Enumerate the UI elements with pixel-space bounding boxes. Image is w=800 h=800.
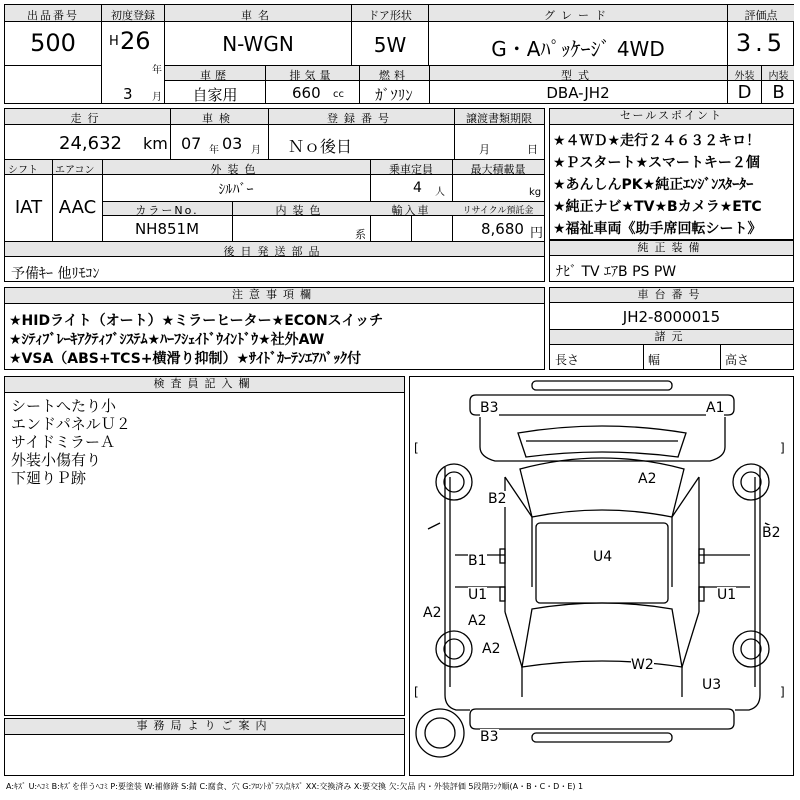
- door-type: 5W: [373, 33, 407, 57]
- inspector-line: エンドパネルＵ２: [11, 415, 131, 433]
- header-block: [4, 4, 794, 104]
- inspection-label: 車検: [202, 112, 236, 125]
- recycle-label: リサイクル預託金: [462, 206, 534, 216]
- damage-mark: U1: [468, 587, 488, 603]
- grade: G・Aﾊﾟｯｹｰｼﾞ 4WD: [491, 37, 665, 61]
- mileage: 24,632: [59, 133, 122, 154]
- damage-mark: B3: [480, 400, 499, 416]
- vehicle-info-block: [4, 108, 545, 282]
- damage-diagram: [409, 376, 794, 776]
- exterior-color-label: 外装色: [210, 163, 262, 176]
- fuel-label: 燃料: [379, 69, 409, 82]
- sales-point-line: ★Ｐスタート★スマートキー２個: [553, 155, 760, 171]
- model-label: 型式: [561, 69, 595, 82]
- interior-color-label: 内装色: [275, 204, 327, 217]
- sales-point-line: ★純正ナビ★TV★Bカメラ★ETC: [553, 199, 762, 215]
- note-line: ★VSA（ABS+TCS+横滑り抑制）★ｻｲﾄﾞｶｰﾃﾝｴｱﾊﾞｯｸ付: [9, 351, 362, 367]
- color-number: NH851M: [134, 220, 200, 238]
- era: H: [109, 34, 119, 49]
- office-box: [4, 718, 405, 776]
- damage-mark: A2: [468, 613, 487, 629]
- inspector-label: 検査員記入欄: [5, 377, 404, 393]
- exterior-grade: D: [737, 82, 752, 103]
- history: 自家用: [192, 86, 238, 104]
- bracket-left: [: [414, 441, 419, 455]
- damage-mark: B3: [480, 729, 499, 745]
- inspection-year: 07: [181, 134, 202, 153]
- door-label: ドア形状: [368, 9, 412, 22]
- interior-grade: B: [772, 82, 785, 103]
- damage-mark: A2: [482, 641, 501, 657]
- damage-mark: U4: [593, 549, 613, 565]
- damage-mark: A2: [423, 605, 442, 621]
- registration-month: 3: [123, 85, 133, 103]
- capacity: 4: [413, 180, 422, 196]
- inspection-month: 03: [222, 134, 243, 153]
- fuel: ｶﾞｿﾘﾝ: [375, 86, 413, 104]
- sales-points-label: セールスポイント: [550, 109, 793, 125]
- chassis-label: 車台番号: [550, 288, 793, 303]
- first-registration-label: 初度登録: [111, 9, 155, 22]
- max-load-label: 最大積載量: [470, 163, 526, 176]
- inspector-line: シートへたり小: [11, 397, 117, 415]
- capacity-label: 乗車定員: [389, 163, 433, 176]
- recycle-unit: 円: [530, 226, 544, 241]
- damage-mark: U3: [702, 677, 722, 693]
- exterior-grade-label: 外装: [734, 71, 755, 82]
- displacement-label: 排気量: [289, 69, 335, 82]
- later-parts-label: 後日発送部品: [223, 245, 326, 258]
- legend: A:ｷｽﾞ U:ﾍｺﾐ B:ｷｽﾞを伴うﾍｺﾐ P:要塗装 W:補修跡 S:錆 C:腐食、穴 G:ﾌﾛﾝﾄｶﾞﾗｽ点ｷｽﾞ XX:交換済み X:要交換 欠:欠品 内・外装評価 5段階ﾗﾝｸ順(A・B・C・D・E) 1: [6, 782, 584, 791]
- equipment: ﾅﾋﾞ TV ｴｱB PS PW: [556, 264, 677, 280]
- office-label: 事務局よりご案内: [5, 719, 404, 735]
- displacement: 660: [292, 84, 321, 102]
- mileage-label: 走行: [70, 112, 105, 125]
- interior-grade-label: 内装: [768, 71, 789, 82]
- equipment-box: [549, 240, 794, 282]
- year-unit: 年: [152, 65, 162, 76]
- equipment-label: 純正装備: [550, 241, 793, 256]
- transfer-day-unit: 日: [527, 143, 538, 156]
- inspection-month-unit: 月: [251, 145, 261, 156]
- notes-label: 注意事項欄: [5, 288, 544, 304]
- shift: IAT: [14, 197, 43, 218]
- height-label: 高さ: [725, 353, 750, 367]
- notes-box: [4, 287, 545, 370]
- transfer-docs-label: 譲渡書類期限: [466, 112, 532, 125]
- bracket-right: ]: [780, 685, 785, 699]
- exterior-color: ｼﾙﾊﾞｰ: [218, 182, 254, 198]
- bracket-right: ]: [780, 441, 785, 455]
- recycle-fee: 8,680: [481, 220, 524, 238]
- color-number-label: カラーNo.: [135, 204, 199, 217]
- grade-label: グレード: [544, 9, 612, 22]
- specs-label: 諸元: [550, 330, 793, 345]
- ac: AAC: [58, 197, 97, 218]
- later-parts: 予備ｷｰ 他ﾘﾓｺﾝ: [11, 266, 100, 282]
- inspector-line: サイドミラーＡ: [11, 433, 115, 451]
- displacement-unit: cc: [333, 89, 344, 100]
- history-label: 車歴: [200, 69, 230, 82]
- sales-points-box: [549, 108, 794, 240]
- inspection-year-unit: 年: [209, 145, 219, 156]
- inspector-line: 外装小傷有り: [11, 451, 102, 469]
- sales-point-line: ★あんしんPK★純正ｴﾝｼﾞﾝｽﾀｰﾀｰ: [553, 177, 754, 193]
- chassis-number: JH2-8000015: [622, 308, 721, 326]
- car-name: N-WGN: [222, 32, 294, 56]
- damage-mark: A2: [638, 471, 657, 487]
- width-label: 幅: [648, 353, 661, 367]
- damage-mark: U1: [717, 587, 737, 603]
- length-label: 長さ: [555, 353, 580, 367]
- plate-number: Ｎｏ後日: [288, 137, 353, 156]
- mileage-unit: km: [143, 134, 168, 153]
- chassis-box: [549, 287, 794, 370]
- car-outline: [410, 377, 793, 775]
- damage-mark: W2: [631, 657, 654, 673]
- sales-point-line: ★４ＷＤ★走行２４６３２キロ！: [553, 133, 761, 149]
- inspector-box: [4, 376, 405, 716]
- note-line: ★HIDライト（オート）★ミラーヒーター★ECONスイッチ: [9, 313, 384, 329]
- bracket-left: [: [414, 685, 419, 699]
- interior-color-unit: 系: [355, 228, 366, 241]
- model: DBA-JH2: [546, 84, 610, 102]
- rating: 3.5: [735, 29, 787, 57]
- damage-mark: B2: [762, 525, 781, 541]
- ac-label: エアコン: [55, 165, 95, 176]
- transfer-month-unit: 月: [479, 143, 490, 156]
- lot-number: 500: [30, 29, 76, 57]
- shift-label: シフト: [8, 165, 38, 176]
- sales-point-line: ★福祉車両《助手席回転シート》: [553, 221, 762, 237]
- damage-mark: B1: [468, 553, 487, 569]
- lot-number-label: 出品番号: [27, 9, 79, 22]
- note-line: ★ｼﾃｨﾌﾞﾚｰｷｱｸﾃｨﾌﾞｼｽﾃﾑ★ﾊｰﾌｼｪｲﾄﾞｳｲﾝﾄﾞｳ★社外AW: [9, 332, 325, 348]
- inspector-line: 下廻りＰ跡: [11, 469, 87, 487]
- month-unit: 月: [152, 92, 162, 103]
- plate-label: 登録番号: [327, 112, 395, 125]
- car-name-label: 車名: [241, 9, 275, 22]
- damage-mark: A1: [706, 400, 725, 416]
- registration-year: 26: [120, 27, 151, 55]
- rating-label: 評価点: [744, 9, 778, 22]
- damage-mark: B2: [488, 491, 507, 507]
- capacity-unit: 人: [435, 187, 445, 198]
- max-load-unit: kg: [529, 187, 542, 198]
- import-label: 輸入車: [391, 204, 431, 217]
